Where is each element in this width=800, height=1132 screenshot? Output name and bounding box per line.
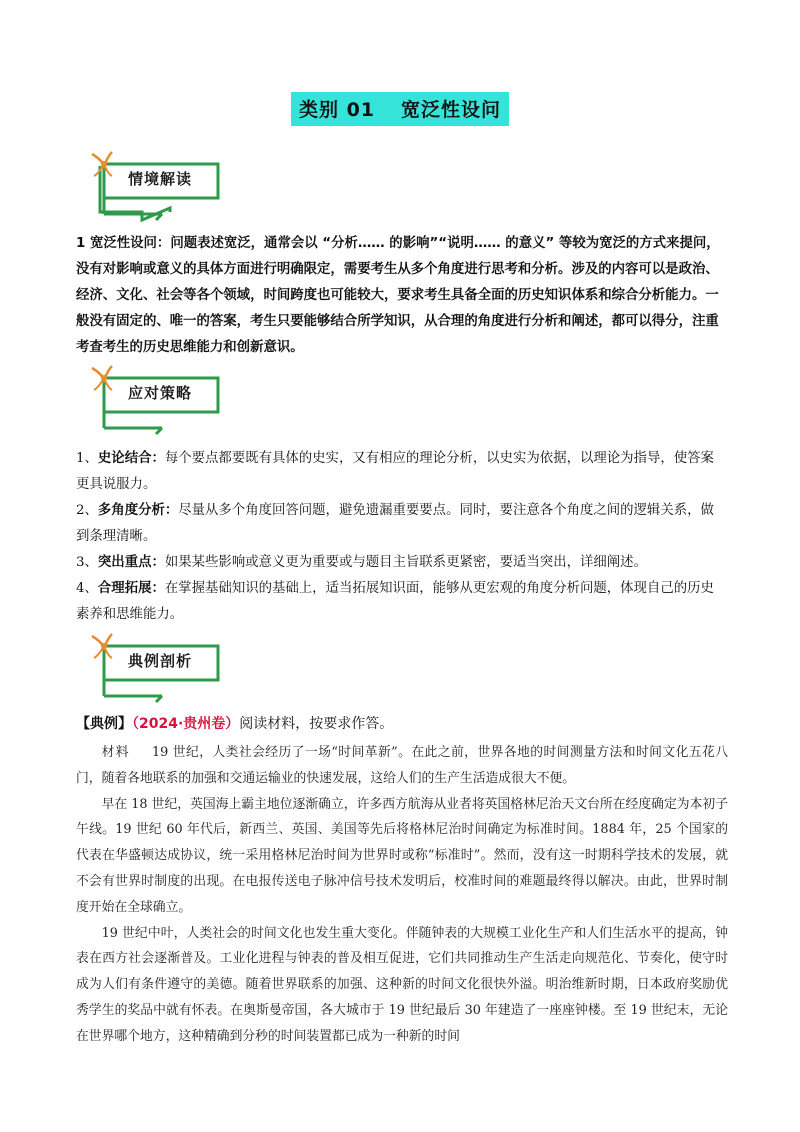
material-block xyxy=(76,740,728,1050)
material-label: 材料 xyxy=(101,745,131,760)
strategy-number: 2、 xyxy=(76,503,98,518)
strategy-name: 合理拓展： xyxy=(97,581,165,596)
strategy-item xyxy=(76,498,726,550)
strategy-item xyxy=(76,576,726,628)
section-label-example: 典例剖析 xyxy=(127,652,192,670)
strategy-name: 多角度分析： xyxy=(97,503,179,518)
section-badge-example xyxy=(82,632,232,704)
section-label-context: 情境解读 xyxy=(127,170,192,188)
section-label-strategy: 应对策略 xyxy=(127,384,192,402)
material-paragraph: 早在 18 世纪，英国海上霸主地位逐渐确立，许多西方航海从业者将英国格林尼治天文台所在经度确定为本初子午线。19 世纪 60 年代后，新西兰、英国、美国等先后将格林尼治时间确定为标准时间。1884 年，25 个国家的代表在华盛顿达成协议，统一采用格林尼治时间为世界时或称“标准时”。然而，没有这一时期科学技术的发展，就不会有世界时制度的出现。在电报传送电子脉冲信号技术发明后，校准时间的难题最终得以解决。由此，世界时制度开始在全球确立。 xyxy=(76,796,728,915)
strategy-text: 如果某些影响或意义更为重要或与题目主旨联系更紧密，要适当突出，详细阐述。 xyxy=(164,555,647,570)
strategy-list xyxy=(76,446,726,628)
strategy-text: 尽量从多个角度回答问题，避免遗漏重要要点。同时，要注意各个角度之间的逻辑关系，做到条理清晰。 xyxy=(76,503,714,544)
strategy-name: 突出重点： xyxy=(97,555,165,570)
strategy-number: 3、 xyxy=(76,555,98,570)
material-paragraph xyxy=(76,740,728,792)
section-badge-context xyxy=(82,150,232,222)
title-category: 类别 01 xyxy=(298,99,376,121)
title-wrap xyxy=(0,92,800,126)
strategy-number: 1、 xyxy=(76,451,98,466)
intro-paragraph: 1 宽泛性设问：问题表述宽泛，通常会以 “分析…… 的影响”“说明…… 的意义” 等较为宽泛的方式来提问，没有对影响或意义的具体方面进行明确限定，需要考生从多个角度进行思考和分析。涉及的内容可以是政治、经济、文化、社会等各个领域，时间跨度也可能较大，要求考生具备全面的历史知识体系和综合分析能力。一般没有固定的、唯一的答案，考生只要能够结合所学知识，从合理的角度进行分析和阐述，都可以得分，注重考查考生的历史思维能力和创新意识。 xyxy=(76,236,720,355)
example-instruction: 阅读材料，按要求作答。 xyxy=(239,716,394,732)
material-paragraph: 19 世纪中叶，人类社会的时间文化也发生重大变化。伴随钟表的大规模工业化生产和人们生活水平的提高，钟表在西方社会逐渐普及。工业化进程与钟表的普及相互促进，它们共同推动生产生活走向规范化、节奏化，使守时成为人们有条件遵守的美德。随着世界联系的加强、这种新的时间文化很快外溢。明治维新时期，日本政府奖励优秀学生的奖品中就有怀表。在奥斯曼帝国，各大城市于 19 世纪最后 30 年建造了一座座钟楼。至 19 世纪末，无论在世界哪个地方，这种精确到分秒的时间装置都已成为一种新的时间 xyxy=(76,925,728,1044)
strategy-name: 史论结合： xyxy=(97,451,165,466)
example-heading xyxy=(76,713,393,735)
example-source: （2024·贵州卷） xyxy=(132,716,240,732)
strategy-number: 4、 xyxy=(76,581,98,596)
strategy-item xyxy=(76,446,726,498)
page-title xyxy=(291,92,509,126)
strategy-text: 在掌握基础知识的基础上，适当拓展知识面，能够从更宏观的角度分析问题，体现自己的历史素养和思维能力。 xyxy=(76,581,714,622)
example-tag: 【典例】 xyxy=(76,716,132,732)
section-badge-strategy xyxy=(82,364,232,436)
material-text: 19 世纪，人类社会经历了一场“时间革新”。在此之前，世界各地的时间测量方法和时间文化五花八门，随着各地联系的加强和交通运输业的快速发展，这给人们的生产生活造成很大不便。 xyxy=(76,745,729,786)
title-topic: 宽泛性设问 xyxy=(401,99,502,121)
strategy-text: 每个要点都要既有具体的史实，又有相应的理论分析，以史实为依据，以理论为指导，使答案更具说服力。 xyxy=(76,451,714,492)
strategy-item xyxy=(76,550,726,576)
